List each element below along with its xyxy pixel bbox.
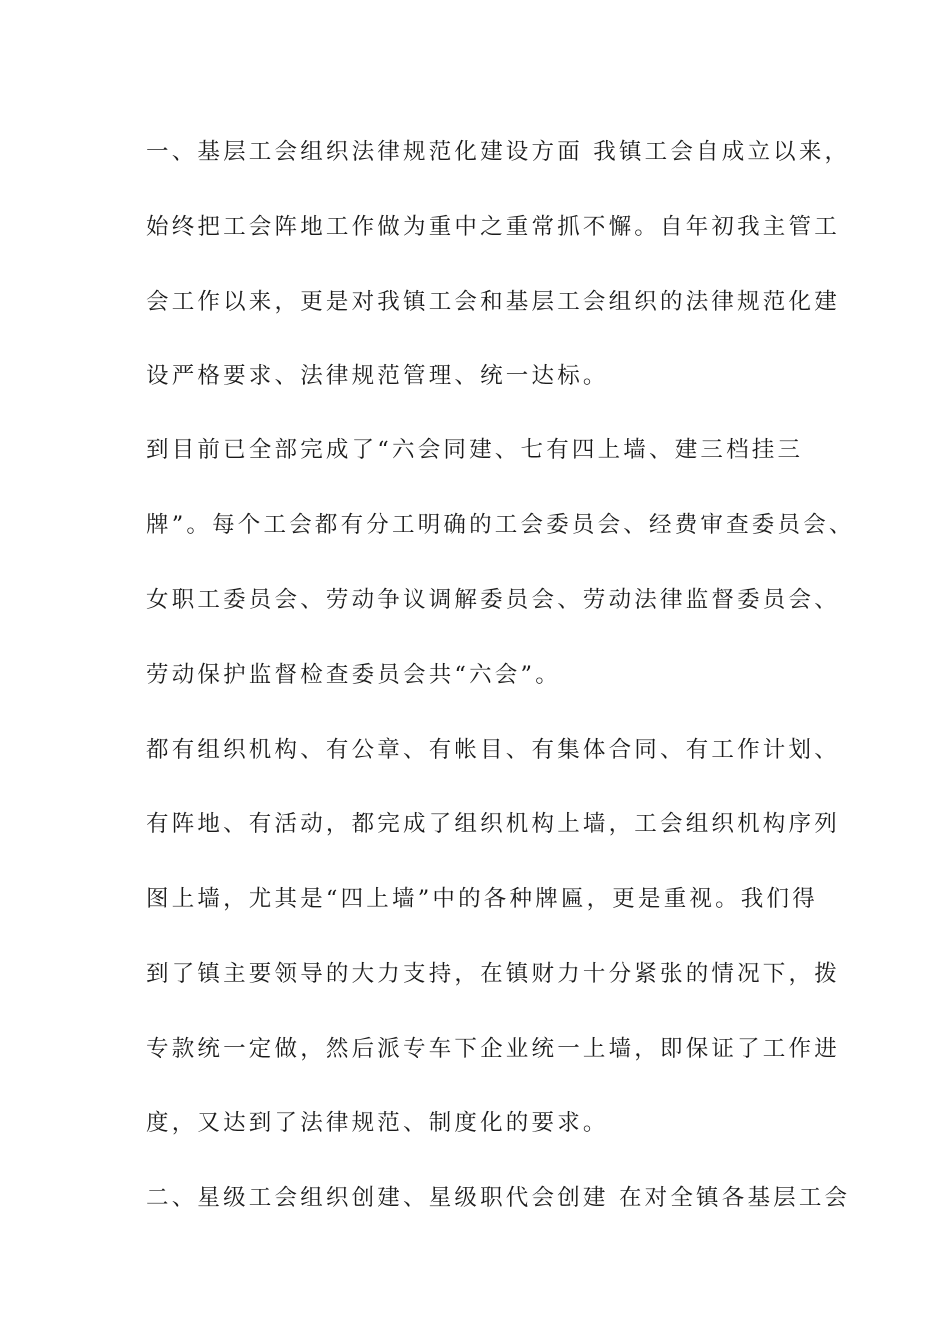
text-line: 到了镇主要领导的大力支持，在镇财力十分紧张的情况下，拨 [146, 961, 840, 987]
text-line: 设严格要求、法律规范管理、统一达标。 [146, 363, 609, 389]
text-line: 都有组织机构、有公章、有帐目、有集体合同、有工作计划、 [146, 737, 840, 763]
text-line: 会工作以来，更是对我镇工会和基层工会组织的法律规范化建 [146, 289, 840, 315]
text-line: 有阵地、有活动，都完成了组织机构上墙，工会组织机构序列 [146, 811, 840, 837]
text-line: 到目前已全部完成了“六会同建、七有四上墙、建三档挂三 [146, 437, 804, 463]
text-line: 劳动保护监督检查委员会共“六会”。 [146, 662, 561, 688]
text-line: 一、基层工会组织法律规范化建设方面 我镇工会自成立以来， [146, 139, 851, 165]
text-line: 专款统一定做，然后派专车下企业统一上墙，即保证了工作进 [146, 1036, 840, 1062]
text-line: 女职工委员会、劳动争议调解委员会、劳动法律监督委员会、 [146, 587, 840, 613]
text-line: 始终把工会阵地工作做为重中之重常抓不懈。自年初我主管工 [146, 214, 840, 240]
text-line: 图上墙，尤其是“四上墙”中的各种牌匾，更是重视。我们得 [146, 886, 818, 912]
text-line: 度，又达到了法律规范、制度化的要求。 [146, 1110, 609, 1136]
text-line: 二、星级工会组织创建、星级职代会创建 在对全镇各基层工会 [146, 1185, 851, 1211]
text-line: 牌”。每个工会都有分工明确的工会委员会、经费审查委员会、 [146, 512, 855, 538]
